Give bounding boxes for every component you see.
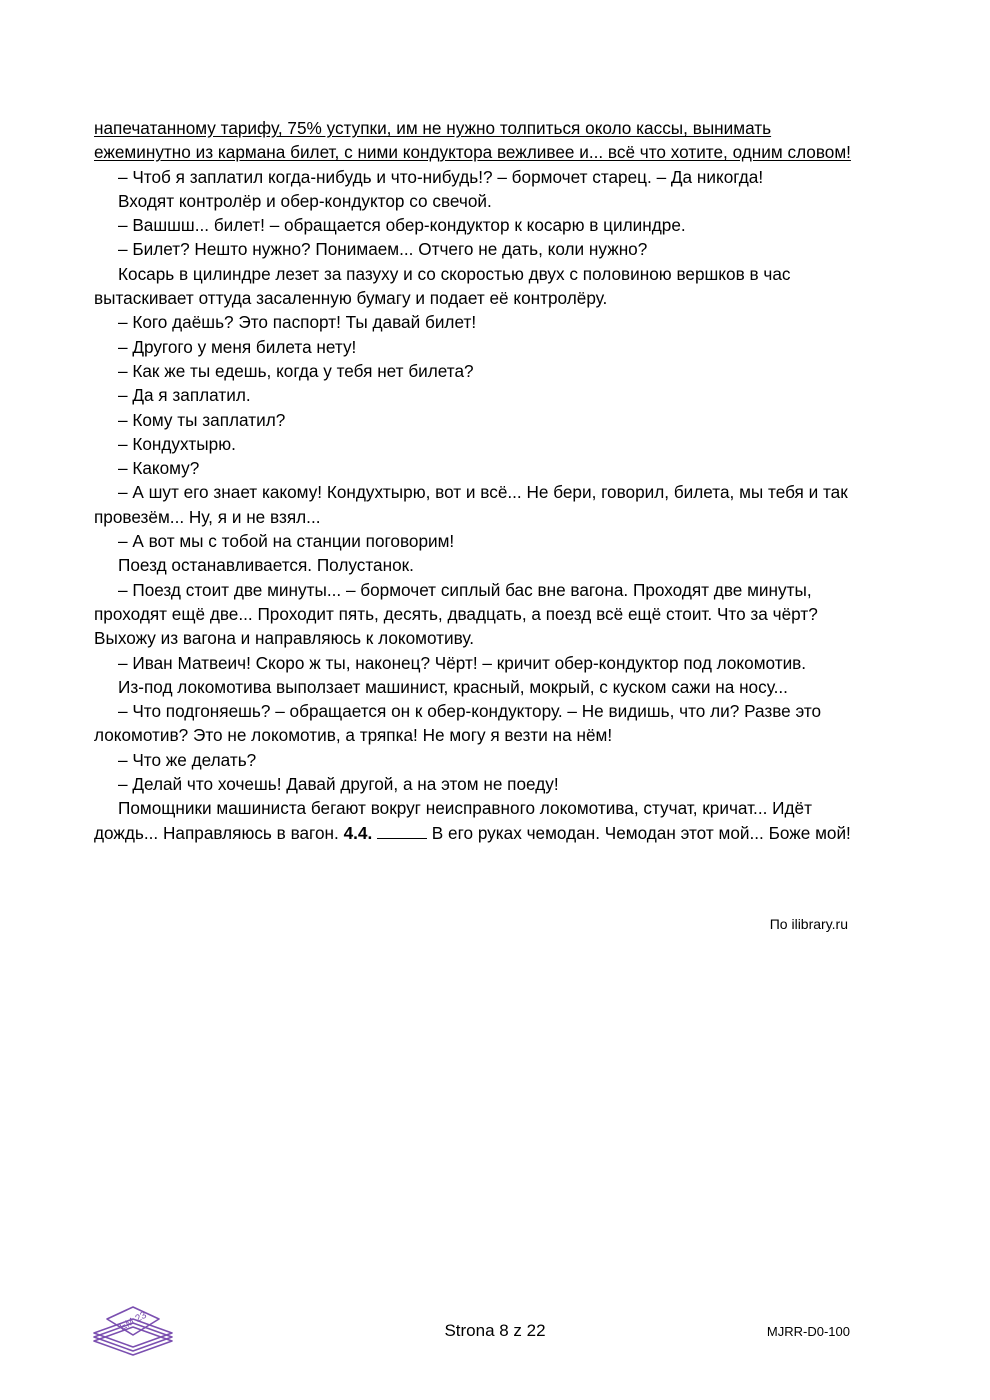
passage-paragraph: – Как же ты едешь, когда у тебя нет билета?	[118, 360, 474, 381]
passage-paragraph: – Вашшш... билет! – обращается обер-кондуктор к косарю в цилиндре.	[118, 215, 686, 236]
passage-paragraph: – Кого даёшь? Это паспорт! Ты давай билет!	[118, 312, 477, 333]
passage-paragraph: – Иван Матвеич! Скоро ж ты, наконец? Чёрт! – кричит обер-кондуктор под локомотив.	[118, 652, 807, 673]
logo-text: EM 23	[117, 1309, 149, 1334]
passage-intro: напечатанному тарифу, 75% уступки, им не нужно толпиться около кассы, вынимать ежеминутно из кармана билет, с ними кондуктора вежливее и... всё что хотите, одним словом!	[94, 118, 851, 163]
gap-label: 4.4.	[343, 822, 373, 843]
answer-gap	[377, 824, 427, 839]
last-paragraph-before-gap: Помощники машиниста бегают вокруг неисправного локомотива, стучат, кричат... Идёт дождь... Направляюсь в вагон.	[94, 798, 812, 843]
passage-paragraph: – Билет? Нешто нужно? Понимаем... Отчего не дать, коли нужно?	[118, 239, 648, 260]
passage-paragraph: – Поезд стоит две минуты... – бормочет сиплый бас вне вагона. Проходят две минуты, проходят ещё две... Проходит пять, десять, двадцать, а поезд всё ещё стоит. Что за чёрт? Выхожу из вагона и направляюсь к локомотиву.	[94, 579, 818, 649]
passage-paragraph: Из-под локомотива выползает машинист, красный, мокрый, с куском сажи на носу...	[118, 676, 788, 697]
page-number: Strona 8 z 22	[444, 1321, 546, 1340]
passage-paragraph: Входят контролёр и обер-кондуктор со свечой.	[118, 190, 492, 211]
passage-paragraph: – Да я заплатил.	[118, 385, 251, 406]
passage-paragraph: Поезд останавливается. Полустанок.	[118, 555, 414, 576]
passage-paragraph: Косарь в цилиндре лезет за пазуху и со скоростью двух с половиною вершков в час вытаскивает оттуда засаленную бумагу и подает её контролёру.	[94, 263, 791, 309]
source-note: По ilibrary.ru	[769, 916, 848, 932]
passage-paragraph: – А вот мы с тобой на станции поговорим!	[118, 531, 455, 552]
passage-paragraph: – Чтоб я заплатил когда-нибудь и что-нибудь!? – бормочет старец. – Да никогда!	[118, 166, 764, 187]
passage-paragraph: – Что подгоняешь? – обращается он к обер-кондуктору. – Не видишь, что ли? Разве это локомотив? Это не локомотив, а тряпка! Не могу я везти на нём!	[94, 701, 822, 746]
passage-paragraph: – А шут его знает какому! Кондухтырю, вот и всё... Не бери, говорил, билета, мы тебя и так провезём... Ну, я и не взял...	[94, 482, 848, 527]
passage-paragraph: – Кондухтырю.	[118, 433, 236, 454]
document-code: MJRR-D0-100	[766, 1324, 850, 1339]
passage-paragraph: – Что же делать?	[118, 749, 257, 770]
passage-text	[94, 116, 854, 845]
passage-paragraph: – Делай что хочешь! Давай другой, а на этом не поеду!	[118, 774, 559, 795]
passage-paragraph: – Кому ты заплатил?	[118, 409, 286, 430]
passage-paragraph: – Другого у меня билета нету!	[118, 336, 357, 357]
passage-last-paragraph	[94, 796, 854, 845]
last-paragraph-after-gap: В его руках чемодан. Чемодан этот мой... Боже мой!	[431, 822, 851, 843]
passage-paragraph: – Какому?	[118, 458, 200, 479]
